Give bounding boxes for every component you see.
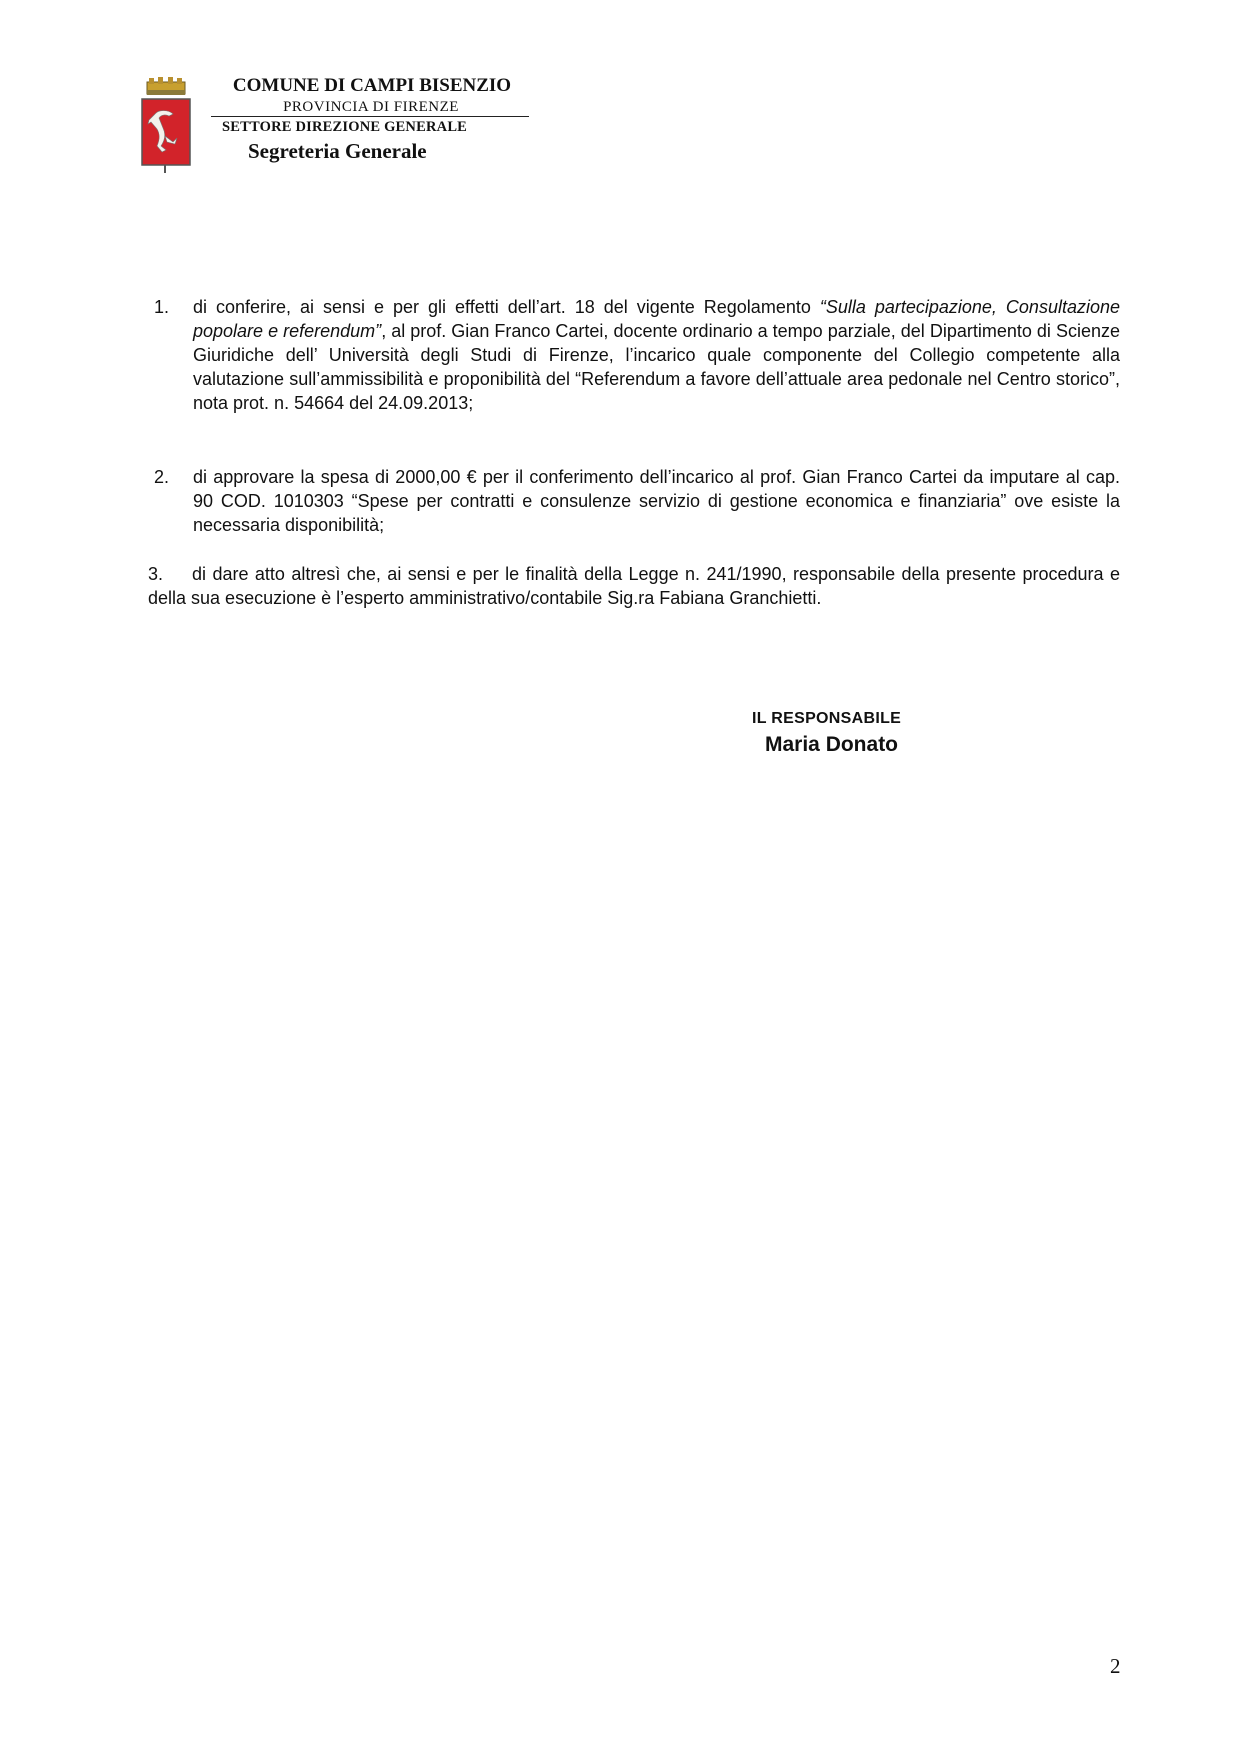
coat-of-arms-icon <box>139 76 193 174</box>
regulation-title: “Sulla partecipazione, Consultazione popolare e referendum” <box>193 297 1120 341</box>
signature-name: Maria Donato <box>765 733 899 756</box>
text-run: , al prof. Gian Franco Cartei, docente ordinario a tempo parziale, del Dipartimento di Scienze Giuridiche dell’ Università degli Studi di Firenze, l’incarico quale componente del Collegio competente alla valutazione sull’ammissibilità e proponibilità del “Referendum a favore dell’attuale area pedonale nel Centro storico”, nota prot. n. 54664 del 24.09.2013; <box>193 321 1120 413</box>
header-ufficio: Segreteria Generale <box>248 139 427 163</box>
list-item-number: 2. <box>154 467 170 487</box>
list-item-text: di dare atto altresì che, ai sensi e per le finalità della Legge n. 241/1990, responsabile della presente procedura e della sua esecuzione è l’esperto amministrativo/contabile Sig.ra Fabiana Granchietti. <box>148 564 1120 608</box>
header-settore: SETTORE DIREZIONE GENERALE <box>222 119 468 135</box>
list-item-text <box>193 295 1120 415</box>
header-provincia: PROVINCIA DI FIRENZE <box>283 99 459 115</box>
list-item <box>154 465 1120 537</box>
list-item-number: 3. <box>148 564 164 584</box>
signature-role: IL RESPONSABILE <box>752 710 902 727</box>
list-item <box>148 562 1120 610</box>
list-item-text: di approvare la spesa di 2000,00 € per il conferimento dell’incarico al prof. Gian Franco Cartei da imputare al cap. 90 COD. 1010303 “Spese per contratti e consulenze servizio di gestione economica e finanziaria” ove esiste la necessaria disponibilità; <box>193 467 1120 535</box>
header-comune: COMUNE DI CAMPI BISENZIO <box>232 75 512 96</box>
header-divider <box>211 116 529 117</box>
list-item <box>154 295 1120 415</box>
list-item-number: 1. <box>154 297 170 317</box>
page-number: 2 <box>1110 1654 1121 1678</box>
text-run: di conferire, ai sensi e per gli effetti dell’art. 18 del vigente Regolamento <box>193 297 820 317</box>
